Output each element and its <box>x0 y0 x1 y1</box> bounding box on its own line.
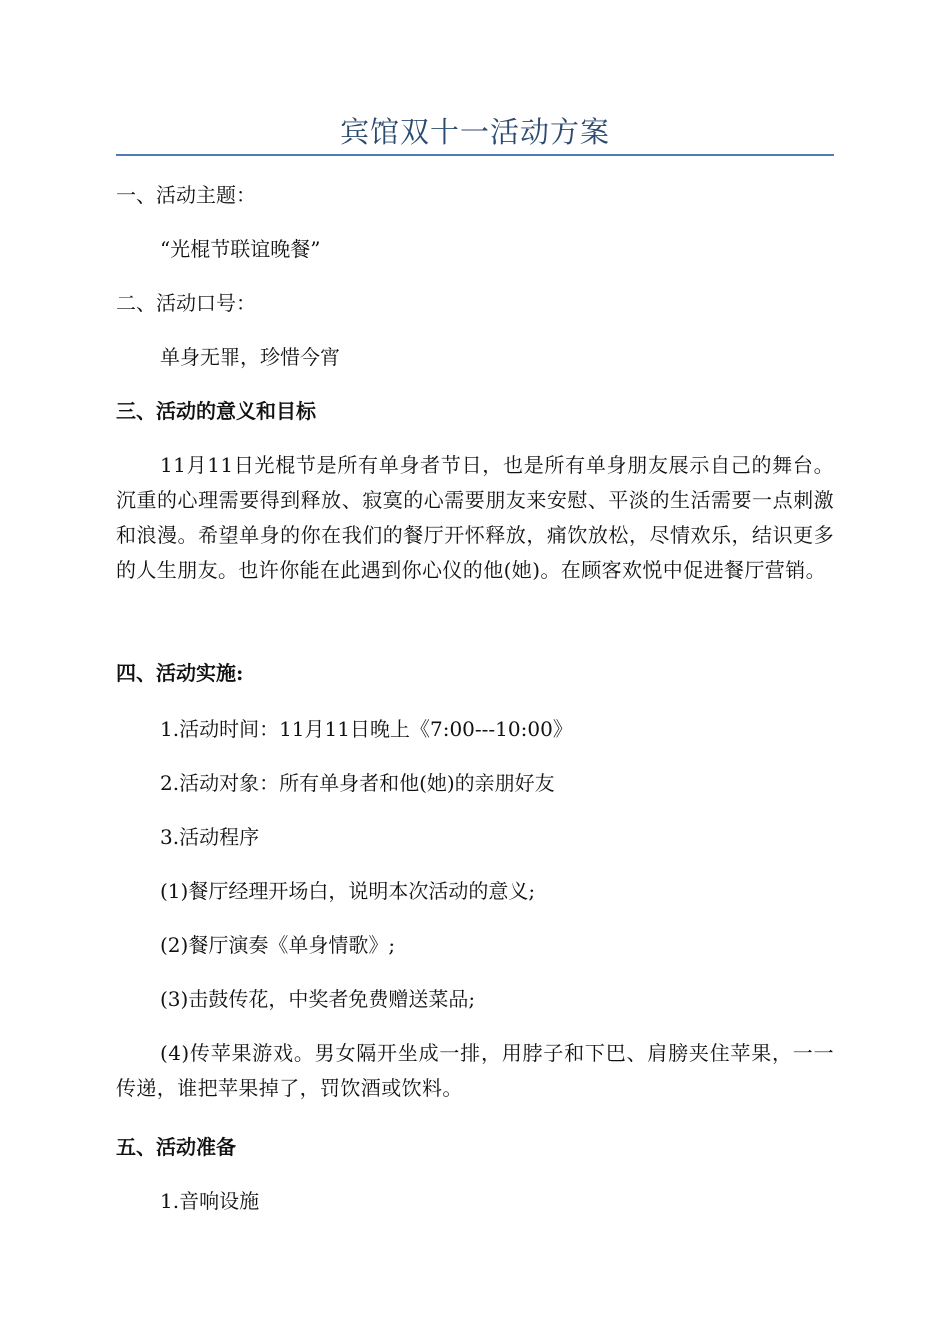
title-divider <box>116 154 834 156</box>
section-4-step-1: (1)餐厅经理开场白，说明本次活动的意义; <box>160 879 536 903</box>
section-2-body: 单身无罪，珍惜今宵 <box>160 345 340 369</box>
section-4-step-3: (3)击鼓传花，中奖者免费赠送菜品; <box>160 987 476 1011</box>
page-title: 宾馆双十一活动方案 <box>339 115 610 149</box>
section-3-heading: 三、活动的意义和目标 <box>116 399 316 423</box>
section-4-step-4: (4)传苹果游戏。男女隔开坐成一排，用脖子和下巴、肩膀夹住苹果，一一传递，谁把苹果掉了，罚饮酒或饮料。 <box>116 1041 834 1100</box>
section-1-heading: 一、活动主题： <box>116 183 256 207</box>
section-4-heading: 四、活动实施: <box>116 661 244 685</box>
section-4-item-3: 3.活动程序 <box>160 825 260 849</box>
section-4-item-2: 2.活动对象：所有单身者和他(她)的亲朋好友 <box>160 771 555 795</box>
section-5-heading: 五、活动准备 <box>116 1135 236 1159</box>
section-3-paragraph: 11月11日光棍节是所有单身者节日，也是所有单身朋友展示自己的舞台。沉重的心理需要得到释放、寂寞的心需要朋友来安慰、平淡的生活需要一点刺激和浪漫。希望单身的你在我们的餐厅开怀释放，痛饮放松，尽情欢乐，结识更多的人生朋友。也许你能在此遇到你心仪的他(她)。在顾客欢悦中促进餐厅营销。 <box>116 453 834 582</box>
section-5-item-1: 1.音响设施 <box>160 1189 260 1213</box>
section-2-heading: 二、活动口号： <box>116 291 256 315</box>
section-4-item-1: 1.活动时间：11月11日晚上《7:00---10:00》 <box>160 717 573 741</box>
section-1-body: “光棍节联谊晚餐” <box>160 237 321 261</box>
section-4-step-2: (2)餐厅演奏《单身情歌》; <box>160 933 396 957</box>
